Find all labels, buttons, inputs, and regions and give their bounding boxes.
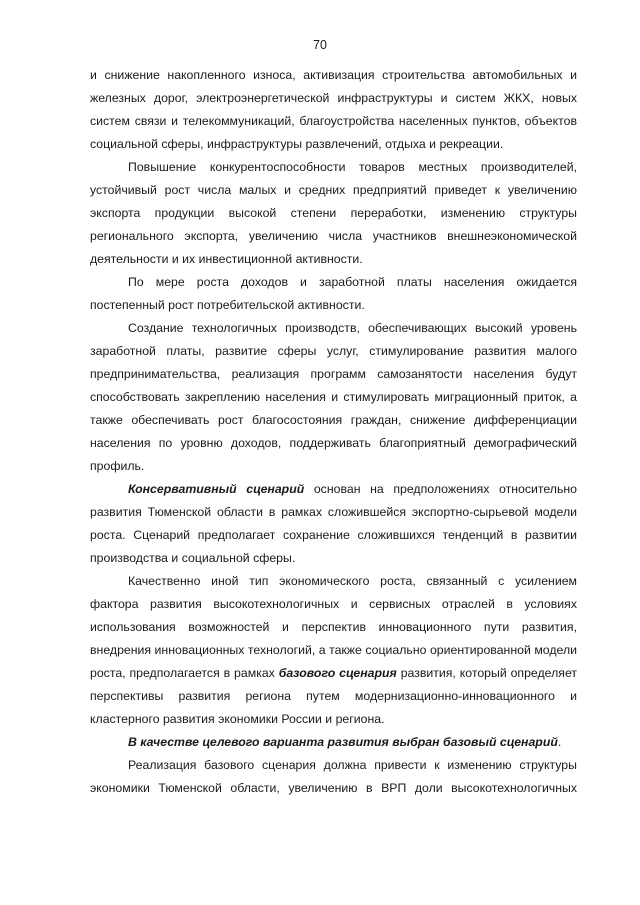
paragraph-base-scenario	[90, 570, 577, 731]
paragraph-infrastructure: и снижение накопленного износа, активизация строительства автомобильных и железных дорог, электроэнергетической инфраструктуры и систем ЖКХ, новых систем связи и телекоммуникаций, благоустройства населенных пунктов, объектов социальной сферы, инфраструктуры развлечений, отдыха и рекреации.	[90, 68, 577, 151]
base-scenario-text-a: Качественно иной тип экономического роста, связанный с усилением фактора развития высокотехнологичных и сервисных отраслей в условиях использования возможностей и перспектив инновационного пути развития, внедрения инновационных технологий, а также социально ориентированной модели роста, предполагается в рамках	[90, 574, 577, 680]
target-variant-statement: В качестве целевого варианта развития выбран базовый сценарий	[128, 735, 558, 749]
paragraph-conservative-scenario	[90, 478, 577, 570]
paragraph-target-variant	[90, 731, 577, 754]
paragraph-income-growth: По мере роста доходов и заработной платы населения ожидается постепенный рост потребительской активности.	[90, 275, 577, 312]
conservative-scenario-text: основан на предположениях относительно развития Тюменской области в рамках сложившейся экспортно-сырьевой модели роста. Сценарий предполагает сохранение сложившихся тенденций в развитии производства и социальной сферы.	[90, 482, 577, 565]
conservative-scenario-term: Консервативный сценарий	[128, 482, 305, 496]
target-variant-period: .	[557, 735, 562, 749]
base-scenario-term: базового сценария	[278, 666, 397, 680]
page-number: 70	[313, 38, 327, 52]
paragraph-competitiveness: Повышение конкурентоспособности товаров местных производителей, устойчивый рост числа малых и средних предприятий приведет к увеличению экспорта продукции высокой степени переработки, изменению структуры регионального экспорта, увеличению числа участников внешнеэкономической деятельности и их инвестиционной активности.	[90, 160, 577, 266]
base-scenario-text-b: развития, который определяет перспективы развития региона путем модернизационно-инновационного и кластерного развития экономики России и региона.	[90, 666, 578, 726]
paragraph-technology-production: Создание технологичных производств, обеспечивающих высокий уровень заработной платы, развитие сферы услуг, стимулирование развития малого предпринимательства, реализация программ самозанятости населения будут способствовать закреплению населения и стимулировать миграционный приток, а также обеспечивать рост благосостояния граждан, снижение дифференциации населения по уровню доходов, поддерживать благоприятный демографический профиль.	[90, 321, 577, 473]
paragraph-base-scenario-implementation: Реализация базового сценария должна привести к изменению структуры экономики Тюменской области, увеличению в ВРП доли высокотехнологичных	[90, 758, 577, 795]
body-text	[90, 64, 577, 800]
